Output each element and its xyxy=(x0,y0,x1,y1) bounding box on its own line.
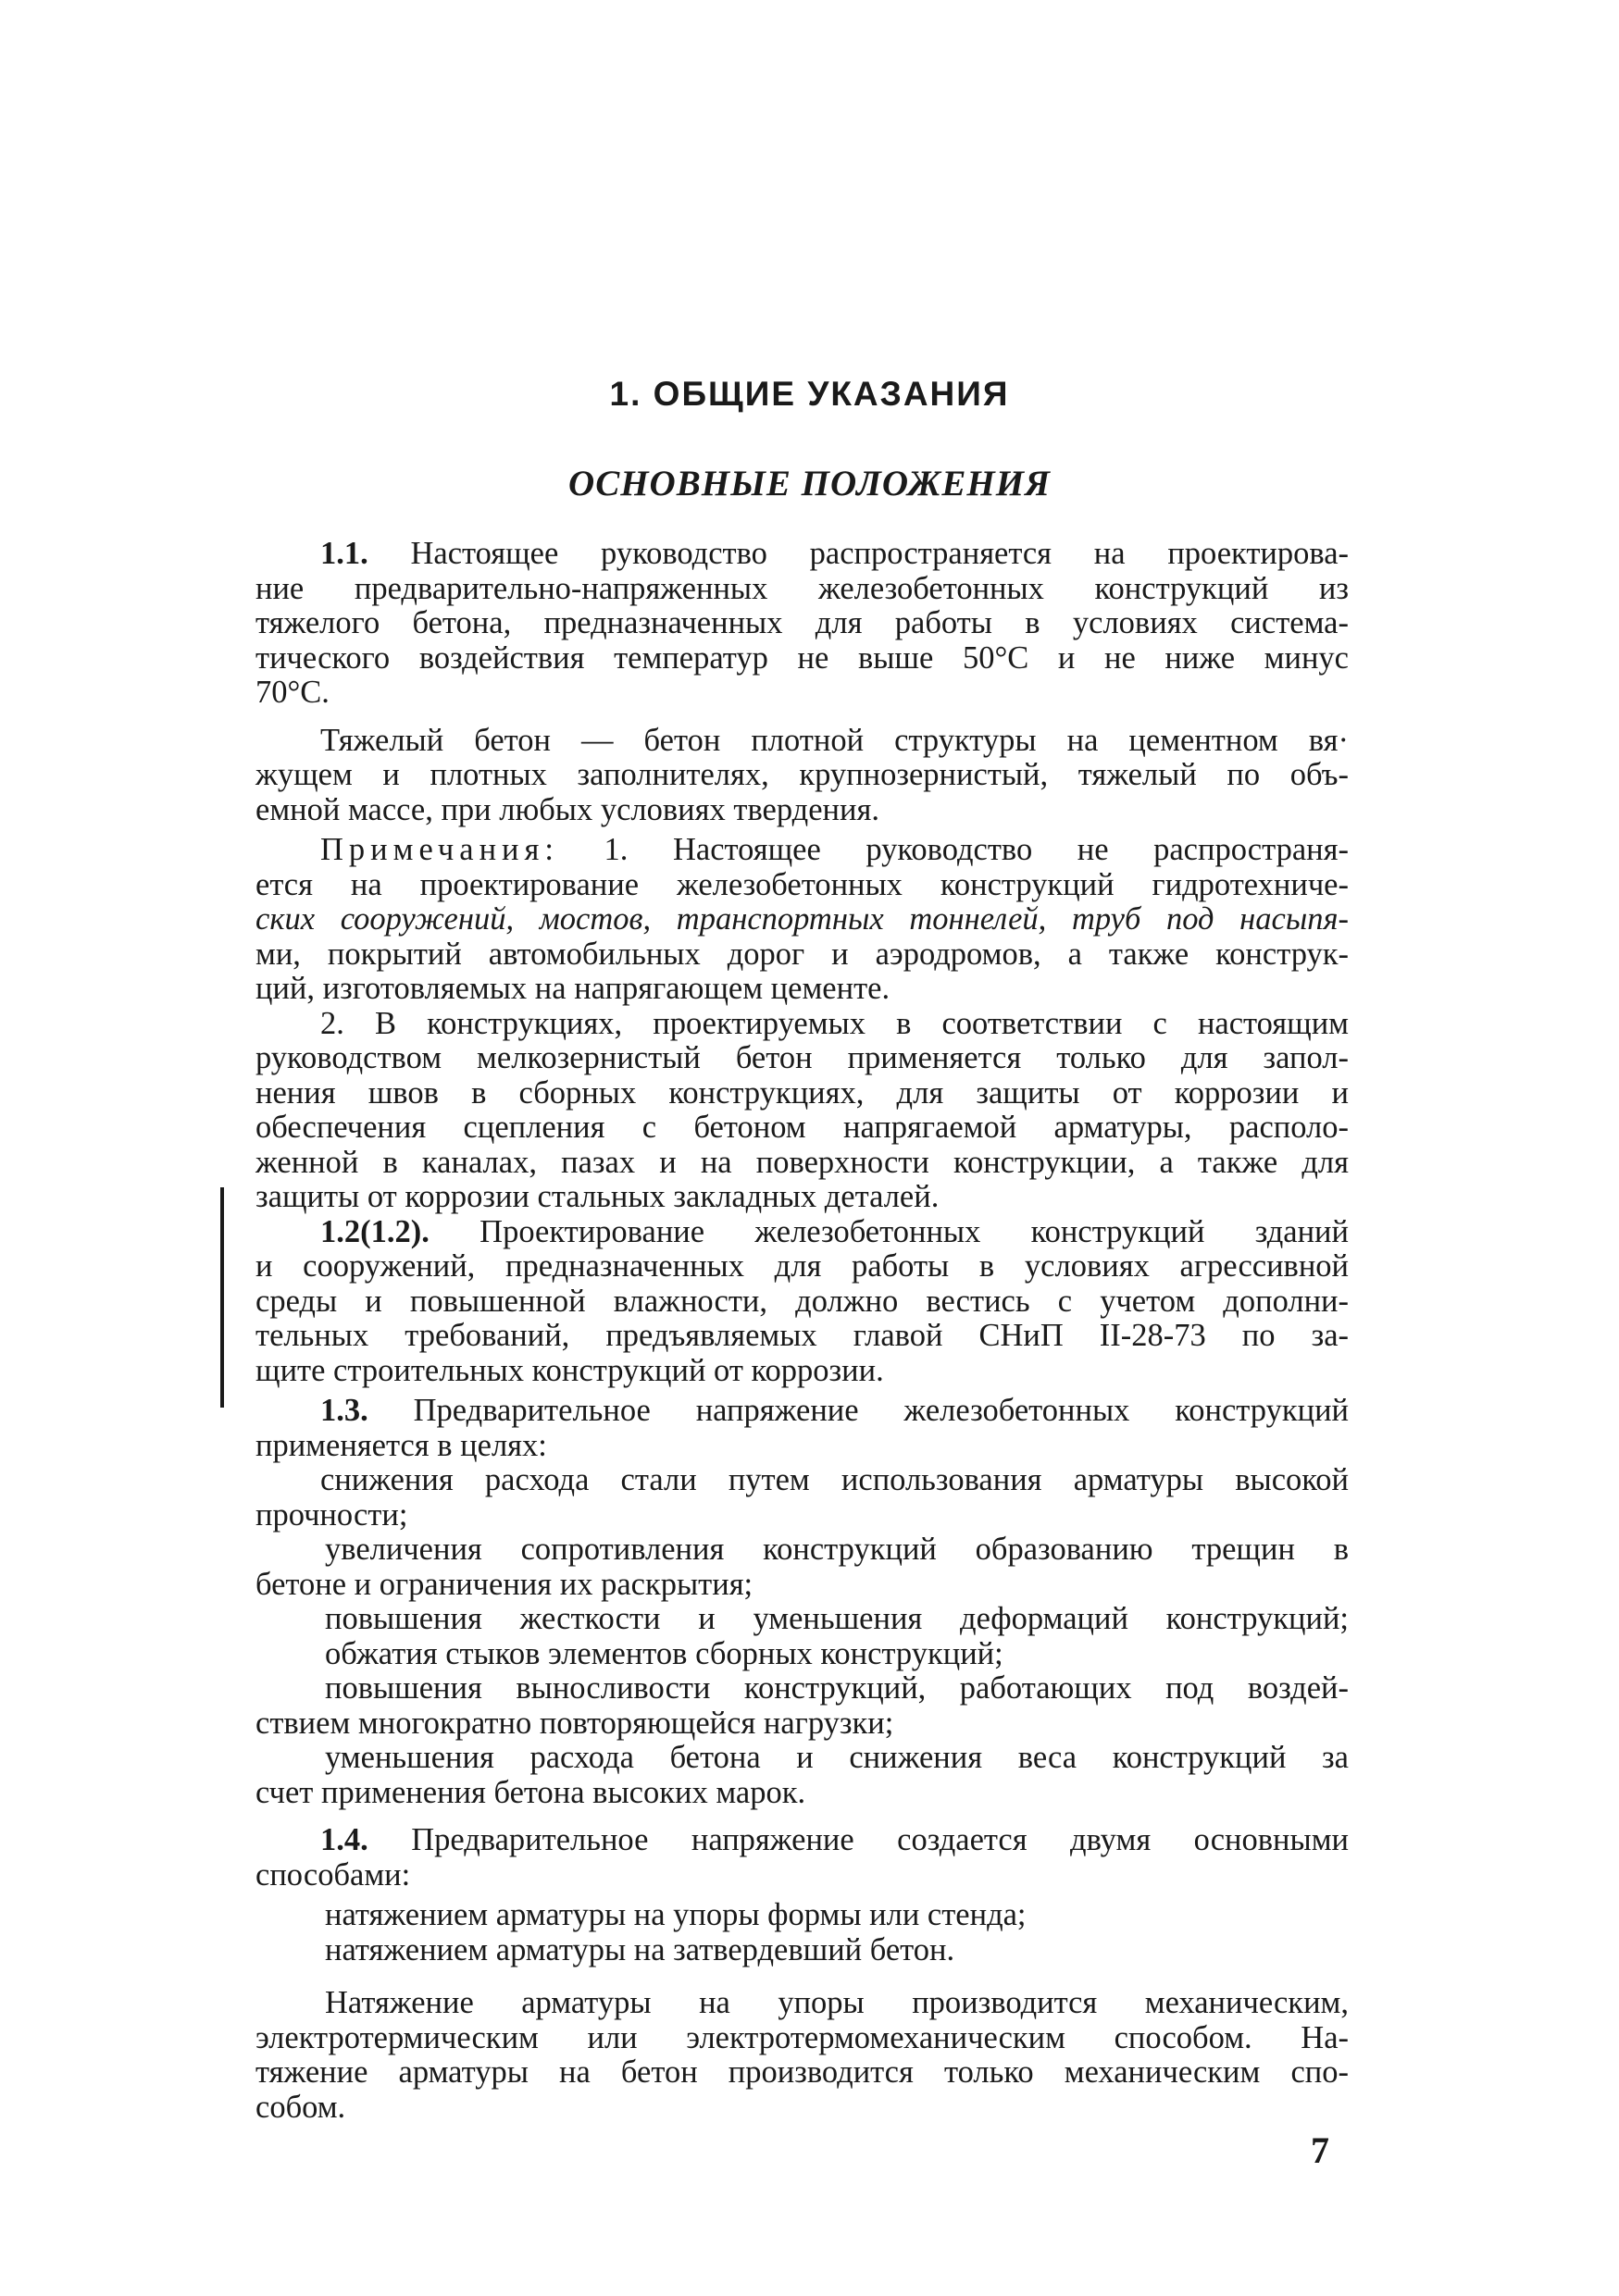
text-line: ми, покрытий автомобильных дорог и аэродромов, а также конструк- xyxy=(255,936,1349,972)
text-line: применяется в целях: xyxy=(255,1427,547,1463)
text-line: тяжение арматуры на бетон производится только механическим спо- xyxy=(255,2054,1349,2090)
paragraph-number: 1.3. xyxy=(320,1393,368,1428)
paragraph-number: 1.1. xyxy=(320,536,368,571)
paragraph-tension xyxy=(255,1986,1349,2125)
text-line: Предварительное напряжение создается двумя основными xyxy=(367,1822,1349,1857)
list-item: повышения жесткости и уменьшения деформаций конструкций; xyxy=(325,1601,1349,1636)
text-line: собом. xyxy=(255,2089,346,2125)
section-title: 1. ОБЩИЕ УКАЗАНИЯ xyxy=(609,375,1010,413)
text-line: тельных требований, предъявляемых главой СНиП II-28-73 по за- xyxy=(255,1318,1349,1353)
text-line: электротермическим или электротермомеханическим способом. На- xyxy=(255,2019,1349,2055)
text-line: Натяжение арматуры на упоры производится механическим, xyxy=(325,1985,1349,2020)
paragraph-1-1 xyxy=(255,537,1349,711)
notes xyxy=(255,833,1349,1215)
text-line: жущем и плотных заполнителях, крупнозернистый, тяжелый по объ- xyxy=(255,757,1349,792)
list-item: натяжением арматуры на упоры формы или стенда; xyxy=(325,1897,1027,1932)
text-line: ствием многократно повторяющейся нагрузки; xyxy=(255,1705,894,1741)
text-line: ских сооружений, мостов, транспортных тоннелей, труб под насыпя- xyxy=(255,901,1349,937)
list-item: снижения расхода стали путем использования арматуры высокой xyxy=(320,1462,1349,1497)
paragraph-1-2 xyxy=(255,1215,1349,1389)
text-line: способами: xyxy=(255,1856,411,1893)
text-line: женной в каналах, пазах и на поверхности конструкции, а также для xyxy=(255,1144,1349,1180)
list-item: натяжением арматуры на затвердевший бетон. xyxy=(325,1931,955,1967)
paragraph-1-4 xyxy=(255,1823,1349,1967)
text-line: прочности; xyxy=(255,1496,408,1533)
text-line: защиты от коррозии стальных закладных деталей. xyxy=(255,1179,940,1214)
text-line: емной массе, при любых условиях твердения. xyxy=(255,791,879,827)
text-line: Проектирование железобетонных конструкций зданий xyxy=(429,1213,1349,1249)
paragraph-number: 1.4. xyxy=(320,1822,368,1857)
page-number: 7 xyxy=(1311,2129,1329,2171)
text-line: тяжелого бетона, предназначенных для работы в условиях система- xyxy=(255,605,1349,640)
text-line: Предварительное напряжение железобетонных конструкций xyxy=(367,1393,1349,1428)
list-item: повышения выносливости конструкций, работающих под воздей- xyxy=(325,1670,1349,1706)
text-line: ется на проектирование железобетонных конструкций гидротехниче- xyxy=(255,866,1349,902)
text-line: обеспечения сцепления с бетоном напрягаемой арматуры, располо- xyxy=(255,1110,1349,1145)
notes-label: Примечания: xyxy=(320,832,559,867)
text-line: и сооружений, предназначенных для работы в условиях агрессивной xyxy=(255,1248,1349,1284)
text-line: Тяжелый бетон — бетон плотной структуры на цементном вя· xyxy=(320,722,1349,758)
text-line: руководством мелкозернистый бетон применяется только для запол- xyxy=(255,1040,1349,1075)
section-subtitle: ОСНОВНЫЕ ПОЛОЖЕНИЯ xyxy=(568,464,1051,503)
text-line: ние предварительно-напряженных железобетонных конструкций из xyxy=(255,570,1349,606)
text-line: ций, изготовляемых на напрягающем цементе. xyxy=(255,971,890,1006)
text-line: бетоне и ограничения их раскрытия; xyxy=(255,1566,753,1602)
text-line: 1. Настоящее руководство не распространя- xyxy=(558,832,1349,867)
text-line: 70°С. xyxy=(255,675,330,710)
list-item: обжатия стыков элементов сборных конструкций; xyxy=(325,1635,1003,1671)
text-line: счет применения бетона высоких марок. xyxy=(255,1774,806,1810)
text-line: щите строительных конструкций от коррозии. xyxy=(255,1352,884,1388)
text-line: 2. В конструкциях, проектируемых в соответствии с настоящим xyxy=(320,1005,1349,1041)
list-item: уменьшения расхода бетона и снижения веса конструкций за xyxy=(325,1740,1349,1775)
body-text xyxy=(255,537,1349,2125)
text-line: среды и повышенной влажности, должно вестись с учетом дополни- xyxy=(255,1283,1349,1319)
paragraph-1-3 xyxy=(255,1394,1349,1810)
text-line: нения швов в сборных конструкциях, для защиты от коррозии и xyxy=(255,1074,1349,1111)
list-item: увеличения сопротивления конструкций образованию трещин в xyxy=(325,1532,1349,1567)
text-line: Настоящее руководство распространяется на проектирова- xyxy=(367,536,1349,571)
paragraph-heavy-concrete xyxy=(255,724,1349,828)
paragraph-number: 1.2(1.2). xyxy=(320,1213,430,1249)
text-line: тического воздействия температур не выше 50°С и не ниже минус xyxy=(255,639,1349,676)
revision-bar xyxy=(220,1187,224,1408)
